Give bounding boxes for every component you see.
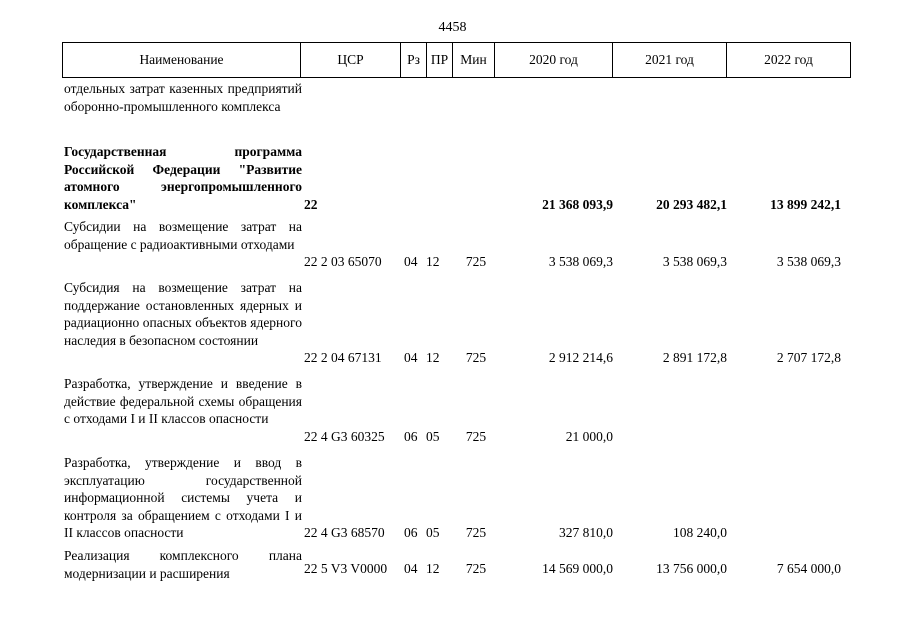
row-csr: 22 2 04 67131	[304, 350, 382, 365]
header-2022: 2022 год	[764, 52, 813, 67]
row-2021: 13 756 000,0	[656, 561, 727, 576]
row-pr: 12	[426, 350, 440, 365]
header-pr: ПР	[427, 43, 453, 77]
row-2020: 21 368 093,9	[542, 197, 613, 212]
row-name: Разработка, утверждение и ввод в эксплуатацию государственной информационной системы учета и контроля за обращением с отходами I и II классов опасности	[64, 455, 302, 541]
row-rz: 04	[404, 561, 418, 576]
row-min: 725	[465, 561, 487, 576]
row-pr: 05	[426, 429, 440, 444]
header-2021: 2021 год	[613, 43, 727, 77]
row-pr: 05	[426, 525, 440, 540]
row-2021: 3 538 069,3	[662, 254, 727, 269]
header-2020: 2020 год	[495, 43, 613, 77]
row-2020: 3 538 069,3	[548, 254, 613, 269]
row-rz: 04	[404, 350, 418, 365]
row-name: Реализация комплексного плана модернизации и расширения	[64, 548, 302, 581]
row-rz: 06	[404, 525, 418, 540]
page-number: 4458	[438, 20, 467, 35]
row-2020: 2 912 214,6	[548, 350, 613, 365]
row-2020: 21 000,0	[565, 429, 613, 444]
row-min: 725	[465, 350, 487, 365]
row-pr: 12	[426, 561, 440, 576]
row-2021: 2 891 172,8	[662, 350, 727, 365]
row-name: Разработка, утверждение и введение в действие федеральной схемы обращения с отходами I и II классов опасности	[64, 376, 302, 427]
row-pr: 12	[426, 254, 440, 269]
header-name: Наименование	[63, 43, 301, 77]
header-csr: ЦСР	[301, 43, 401, 77]
row-csr: 22 2 03 65070	[304, 254, 382, 269]
row-2021: 108 240,0	[673, 525, 727, 540]
row-csr: 22 5 V3 V0000	[304, 561, 388, 576]
row-min: 725	[465, 525, 487, 540]
row-csr: 22 4 G3 60325	[304, 429, 385, 444]
row-csr: 22	[304, 197, 318, 212]
row-2020: 327 810,0	[559, 525, 613, 540]
row-name: отдельных затрат казенных предприятий оборонно-промышленного комплекса	[64, 81, 302, 114]
header-min: Мин	[453, 43, 495, 77]
row-name: Субсидия на возмещение затрат на поддержание остановленных ядерных и радиационно опасных объектов ядерного наследия в безопасном состоянии	[64, 280, 302, 348]
row-csr: 22 4 G3 68570	[304, 525, 385, 540]
row-2022: 2 707 172,8	[776, 350, 841, 365]
row-rz: 04	[404, 254, 418, 269]
row-2022: 3 538 069,3	[776, 254, 841, 269]
header-rz: Рз	[401, 43, 427, 77]
row-name: Государственная программа Российской Федерации "Развитие атомного энергопромышленного комплекса"	[64, 144, 302, 212]
row-2020: 14 569 000,0	[542, 561, 613, 576]
row-min: 725	[465, 254, 487, 269]
row-name: Субсидии на возмещение затрат на обращение с радиоактивными отходами	[64, 219, 302, 252]
row-min: 725	[465, 429, 487, 444]
table-header	[62, 42, 851, 78]
row-2022: 13 899 242,1	[770, 197, 841, 212]
row-2021: 20 293 482,1	[656, 197, 727, 212]
row-rz: 06	[404, 429, 418, 444]
row-2022: 7 654 000,0	[776, 561, 841, 576]
